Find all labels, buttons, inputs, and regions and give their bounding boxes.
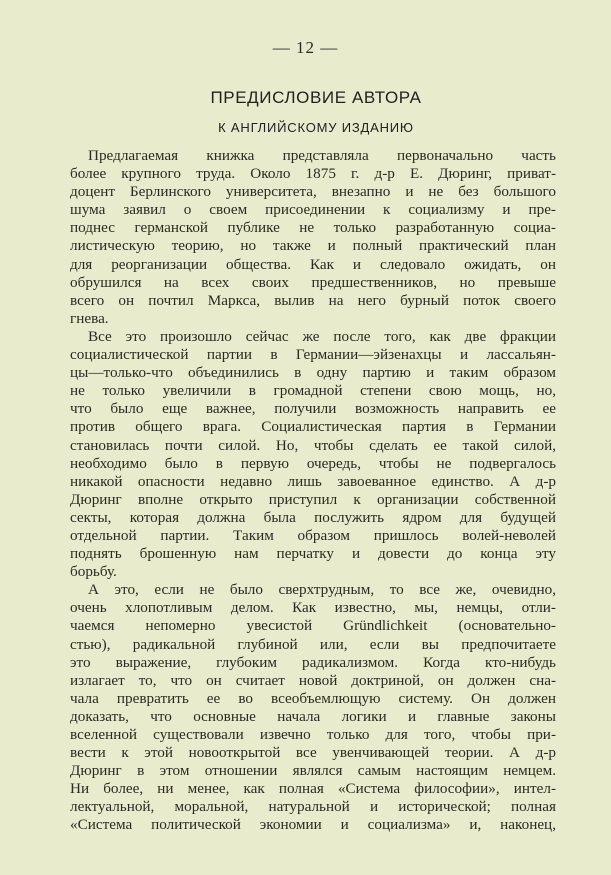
text-line: обрушился на всех своих предшественников, но превыше — [70, 273, 556, 291]
text-line: доцент Берлинского университета, внезапно и не без большого — [70, 183, 556, 201]
text-line: шума заявил о своем присоединении к социализму и пре- — [70, 201, 556, 219]
text-line: не только увеличили в громадной степени свою мощь, но, — [70, 382, 556, 400]
text-line: вселенной существовали извечно только для того, чтобы при- — [70, 726, 556, 743]
page-subtitle: К АНГЛИЙСКОМУ ИЗДАНИЮ — [218, 120, 414, 135]
text-line: Ни более, ни менее, как полная «Система философии», интел- — [70, 780, 556, 798]
text-line: доказать, что основные начала логики и главные законы — [70, 707, 556, 725]
text-line: Все это произошло сейчас же после того, как две фракции — [88, 327, 556, 345]
text-line: чала превратить ее во всеобъемлющую систему. Он должен — [70, 689, 556, 707]
body-text — [70, 147, 556, 835]
text-line: чаемся непомерно увесистой Gründlichkeit (основательно- — [70, 617, 556, 635]
page-number: — 12 — — [272, 38, 339, 57]
text-line: Дюринг в этом отношении являлся самым настоящим немцем. — [70, 762, 556, 780]
text-line: социалистической партии в Германии—эйзенахцы и лассальян- — [70, 346, 556, 364]
text-line: Предлагаемая книжка представляла первоначально часть — [88, 147, 556, 164]
paragraph — [70, 328, 556, 581]
text-line: более крупного труда. Около 1875 г. д-р Е. Дюринг, приват- — [70, 165, 556, 183]
text-line: поднять брошенную нам перчатку и довести до конца эту — [70, 545, 556, 563]
page-title: ПРЕДИСЛОВИЕ АВТОРА — [210, 88, 422, 107]
text-line: становилась почти силой. Но, чтобы сделать ее такой силой, — [70, 436, 556, 454]
paragraph — [70, 581, 556, 834]
text-line: очень хлопотливым делом. Как известно, мы, немцы, отли- — [70, 599, 556, 617]
text-line: цы—только-что объединились в одну партию и таким образом — [70, 364, 556, 382]
text-line: борьбу. — [70, 563, 117, 581]
text-line: вести к этой новооткрытой все увенчивающей теории. А д-р — [70, 744, 556, 762]
text-line: никакой опасности недавно лишь завоеванное единство. А д-р — [70, 472, 556, 490]
text-line: всего он почтил Маркса, вылив на него бурный поток своего — [70, 291, 556, 309]
text-line: это выражение, глубоким радикализмом. Когда кто-нибудь — [70, 653, 556, 671]
text-line: лектуальной, моральной, натуральной и исторической; полная — [70, 798, 556, 816]
text-line: для реорганизации общества. Как и следовало ожидать, он — [70, 255, 556, 273]
text-line: секты, которая должна была послужить ядром для будущей — [70, 508, 556, 526]
text-line: поднес германской публике не только разработанную социа- — [70, 219, 556, 237]
text-line: отдельной партии. Таким образом пришлось волей-неволей — [70, 526, 556, 544]
text-line: против общего врага. Социалистическая партия в Германии — [70, 418, 556, 436]
text-line: что было еще важнее, получили возможность направить ее — [70, 400, 556, 418]
text-line: листическую теорию, но также и полный практический план — [70, 237, 556, 255]
text-line: гнева. — [70, 309, 109, 327]
text-line: «Система политической экономии и социализма» и, наконец, — [70, 816, 556, 834]
paragraph — [70, 147, 556, 328]
text-line: излагает то, что он считает новой доктриной, он должен сна- — [70, 671, 556, 689]
text-line: А это, если не было сверхтрудным, то все же, очевидно, — [88, 581, 556, 599]
text-line: Дюринг вполне открыто приступил к организации собственной — [70, 490, 556, 508]
text-line: необходимо было в первую очередь, чтобы не подвергалось — [70, 454, 556, 472]
text-line: стью), радикальной глубиной или, если вы предпочитаете — [70, 635, 556, 653]
